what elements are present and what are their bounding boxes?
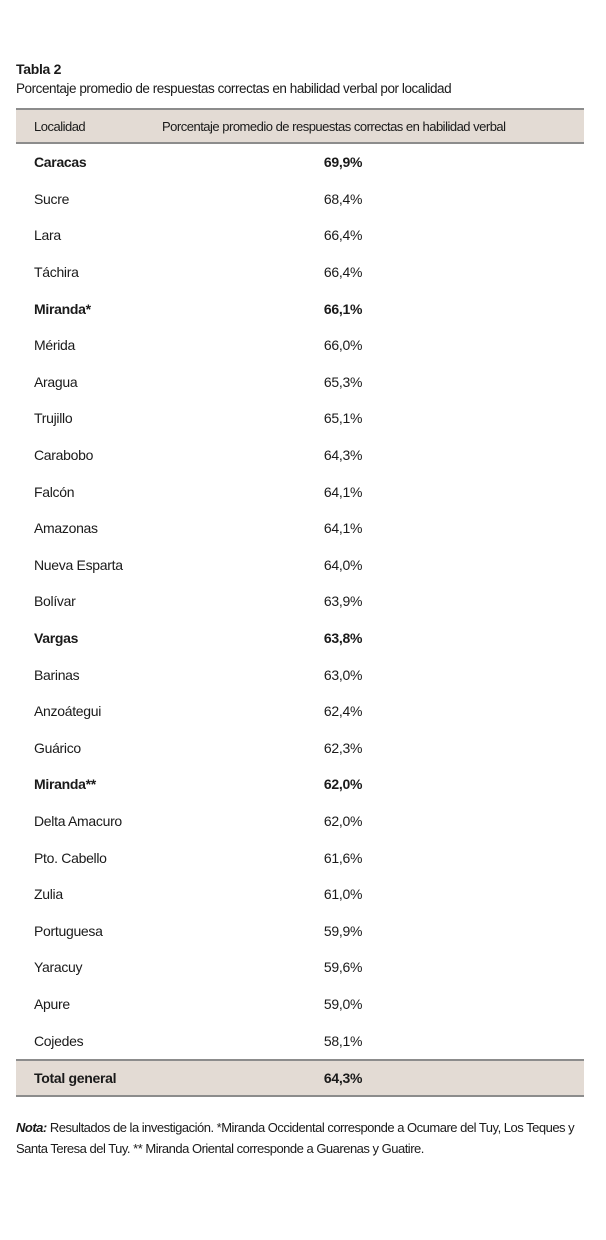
table-caption: Porcentaje promedio de respuestas correctas en habilidad verbal por localidad [16, 81, 452, 96]
table-row [16, 181, 584, 218]
row-locality: Carabobo [34, 447, 94, 464]
row-locality: Táchira [34, 264, 79, 281]
row-percentage: 64,3% [323, 447, 363, 464]
row-locality: Pto. Cabello [34, 849, 107, 866]
row-percentage: 64,1% [323, 520, 363, 537]
row-locality: Caracas [34, 154, 87, 171]
table-row [16, 217, 584, 254]
table-row [16, 364, 584, 401]
total-row [16, 1060, 584, 1096]
table-row [16, 290, 584, 327]
row-locality: Miranda* [34, 300, 91, 317]
row-percentage: 69,9% [323, 154, 363, 171]
row-percentage: 65,1% [323, 410, 363, 427]
row-percentage: 63,0% [323, 666, 363, 683]
row-percentage: 63,9% [323, 593, 363, 610]
row-locality: Portuguesa [34, 922, 103, 939]
table-row [16, 912, 584, 949]
row-locality: Apure [34, 995, 70, 1012]
table-row [16, 986, 584, 1023]
row-percentage: 64,1% [323, 483, 363, 500]
row-locality: Barinas [34, 666, 80, 683]
row-locality: Amazonas [34, 520, 98, 537]
row-locality: Lara [34, 227, 61, 244]
row-locality: Bolívar [34, 593, 76, 610]
table-row [16, 473, 584, 510]
row-locality: Aragua [34, 373, 78, 390]
table-row [16, 693, 584, 730]
row-percentage: 59,9% [323, 922, 363, 939]
row-percentage: 64,0% [323, 556, 363, 573]
table-row [16, 620, 584, 657]
row-percentage: 65,3% [323, 373, 363, 390]
table-note [16, 1117, 588, 1159]
row-locality: Trujillo [34, 410, 73, 427]
table-row [16, 766, 584, 803]
row-locality: Sucre [34, 190, 70, 207]
row-percentage: 66,1% [323, 300, 363, 317]
table-row [16, 839, 584, 876]
row-percentage: 61,0% [323, 886, 363, 903]
row-percentage: 68,4% [323, 190, 363, 207]
table-row [16, 143, 584, 181]
row-locality: Zulia [34, 886, 63, 903]
table-body [16, 143, 584, 1060]
row-percentage: 61,6% [323, 849, 363, 866]
table-row [16, 327, 584, 364]
row-locality: Cojedes [34, 1032, 84, 1049]
row-locality: Nueva Esparta [34, 556, 123, 573]
total-value: 64,3% [162, 1060, 584, 1096]
row-percentage: 62,3% [323, 739, 363, 756]
table-row [16, 876, 584, 913]
row-locality: Vargas [34, 630, 79, 647]
table-label: Tabla 2 [16, 61, 62, 77]
table-row [16, 949, 584, 986]
table-row [16, 803, 584, 840]
table-row [16, 583, 584, 620]
data-table [16, 108, 584, 1097]
row-percentage: 62,4% [323, 703, 363, 720]
row-locality: Falcón [34, 483, 75, 500]
table-row [16, 437, 584, 474]
row-locality: Yaracuy [34, 959, 83, 976]
row-locality: Anzoátegui [34, 703, 102, 720]
row-percentage: 62,0% [323, 812, 363, 829]
row-percentage: 59,6% [323, 959, 363, 976]
row-locality: Delta Amacuro [34, 812, 122, 829]
table-row [16, 547, 584, 584]
table-row [16, 656, 584, 693]
row-percentage: 66,4% [323, 227, 363, 244]
table-row [16, 510, 584, 547]
row-percentage: 62,0% [323, 776, 363, 793]
table-row [16, 730, 584, 767]
row-percentage: 66,0% [323, 337, 363, 354]
row-locality: Miranda** [34, 776, 96, 793]
table-row [16, 254, 584, 291]
note-label: Nota: [16, 1119, 47, 1135]
table-header-row [16, 109, 584, 143]
table-figure [16, 60, 584, 1159]
row-percentage: 66,4% [323, 264, 363, 281]
row-percentage: 63,8% [323, 630, 363, 647]
total-label: Total general [16, 1060, 162, 1096]
header-locality: Localidad [16, 109, 162, 143]
table-row [16, 1022, 584, 1060]
row-locality: Mérida [34, 337, 75, 354]
note-text: Resultados de la investigación. *Miranda Occidental corresponde a Ocumare del Tuy, Los Teques y Santa Teresa del Tuy. ** Miranda Oriental corresponde a Guarenas y Guatire. [16, 1119, 575, 1156]
row-locality: Guárico [34, 739, 81, 756]
header-percentage: Porcentaje promedio de respuestas correctas en habilidad verbal [162, 109, 584, 143]
row-percentage: 58,1% [323, 1032, 363, 1049]
table-row [16, 400, 584, 437]
row-percentage: 59,0% [323, 995, 363, 1012]
